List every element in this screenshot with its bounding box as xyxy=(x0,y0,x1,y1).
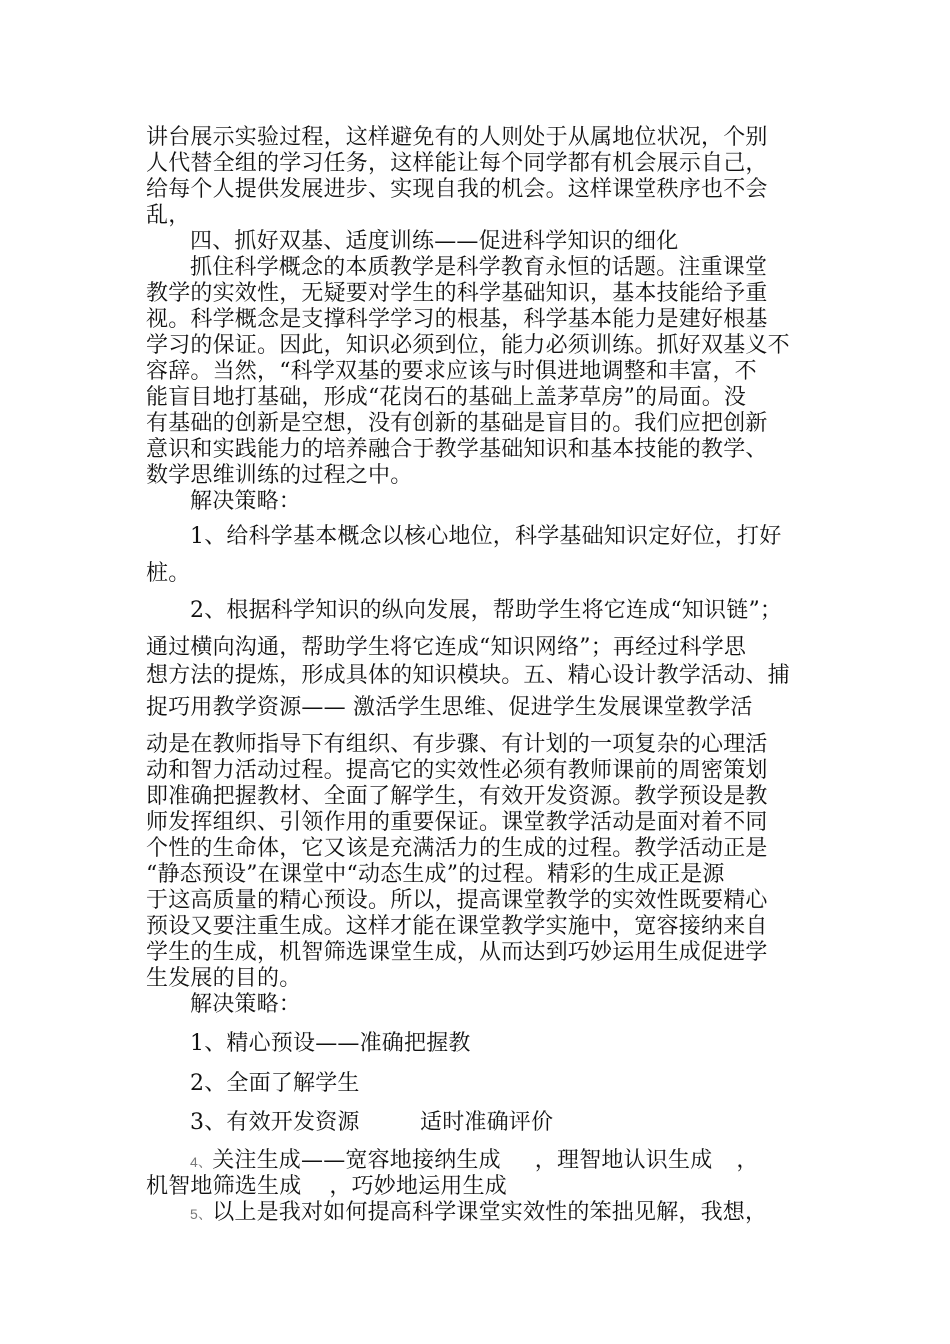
text-line: 个性的生命体，它又该是充满活力的生成的过程。教学活动正是 xyxy=(146,836,768,861)
item-text: ，巧妙地运用生成 xyxy=(329,1174,508,1199)
item-number: 5、 xyxy=(190,1206,213,1222)
text-line: 给每个人提供发展进步、实现自我的机会。这样课堂秩序也不会 xyxy=(146,177,768,202)
text-line: 人代替全组的学习任务，这样能让每个同学都有机会展示自己， xyxy=(146,151,768,176)
text-line: 桩。 xyxy=(146,561,191,586)
item-text: ，理智地认识生成 xyxy=(534,1148,713,1173)
text-line: 乱， xyxy=(146,203,191,228)
text-line: 教学的实效性，无疑要对学生的科学基础知识，基本技能给予重 xyxy=(146,281,768,306)
text-line: 能盲目地打基础，形成“花岗石的基础上盖茅草房”的局面。没 xyxy=(146,385,747,410)
strategy-item: 3、有效开发资源 xyxy=(190,1110,360,1135)
text-line: 动和智力活动过程。提高它的实效性必须有教师课前的周密策划 xyxy=(146,758,768,783)
text-line: 讲台展示实验过程，这样避免有的人则处于从属地位状况，个别 xyxy=(146,125,768,150)
text-line: 通过横向沟通，帮助学生将它连成“知识网络”；再经过科学思 xyxy=(146,635,747,660)
text-line: 预设又要注重生成。这样才能在课堂教学实施中，宽容接纳来自 xyxy=(146,914,768,939)
text-line: 视。科学概念是支撑科学学习的根基，科学基本能力是建好根基 xyxy=(146,307,768,332)
strategy-item xyxy=(190,1202,767,1224)
item-text: 以上是我对如何提高科学课堂实效性的笨拙见解，我想， xyxy=(212,1200,768,1225)
text-line: 意识和实践能力的培养融合于教学基础知识和基本技能的教学、 xyxy=(146,437,768,462)
strategy-item: 2、根据科学知识的纵向发展，帮助学生将它连成“知识链”； xyxy=(190,598,783,623)
text-line: 学习的保证。因此，知识必须到位，能力必须训练。抓好双基义不 xyxy=(146,333,790,358)
strategy-item xyxy=(190,1150,759,1172)
text-line: 师发挥组织、引领作用的重要保证。课堂教学活动是面对着不同 xyxy=(146,810,768,835)
text-line: 容辞。当然，“科学双基的要求应该与时俱进地调整和丰富，不 xyxy=(146,359,757,384)
text-line: 学生的生成，机智筛选课堂生成，从而达到巧妙运用生成促进学 xyxy=(146,940,768,965)
text-line: 捉巧用教学资源—— 激活学生思维、促进学生发展课堂教学活 xyxy=(146,695,753,720)
item-text: 关注生成——宽容地接纳生成 xyxy=(212,1148,501,1173)
item-number: 4、 xyxy=(190,1154,213,1170)
text-line: 有基础的创新是空想，没有创新的基础是盲目的。我们应把创新 xyxy=(146,411,768,436)
text-line: 于这高质量的精心预设。所以，提高课堂教学的实效性既要精心 xyxy=(146,888,768,913)
strategy-item: 1、给科学基本概念以核心地位，科学基础知识定好位，打好 xyxy=(190,524,782,549)
text-line: 动是在教师指导下有组织、有步骤、有计划的一项复杂的心理活 xyxy=(146,732,768,757)
text-line xyxy=(146,1176,507,1198)
strategy-heading: 解决策略： xyxy=(190,489,302,514)
strategy-item: 1、精心预设——准确把握教 xyxy=(190,1031,471,1056)
text-line: 抓住科学概念的本质教学是科学教育永恒的话题。注重课堂 xyxy=(190,255,768,280)
strategy-item: 2、全面了解学生 xyxy=(190,1071,360,1096)
text-line: “静态预设”在课堂中“动态生成”的过程。精彩的生成正是源 xyxy=(146,862,725,887)
strategy-heading: 解决策略： xyxy=(190,992,302,1017)
text-line: 想方法的提炼，形成具体的知识模块。五、精心设计教学活动、捕 xyxy=(146,663,790,688)
section-heading: 四、抓好双基、适度训练——促进科学知识的细化 xyxy=(190,229,679,254)
text-line: 生发展的目的。 xyxy=(146,966,302,991)
text-line: 即准确把握教材、全面了解学生，有效开发资源。教学预设是教 xyxy=(146,784,768,809)
text-line: 数学思维训练的过程之中。 xyxy=(146,463,413,488)
item-text: 机智地筛选生成 xyxy=(146,1174,302,1199)
item-text: ， xyxy=(736,1148,759,1173)
strategy-item-extra: 适时准确评价 xyxy=(420,1110,554,1135)
